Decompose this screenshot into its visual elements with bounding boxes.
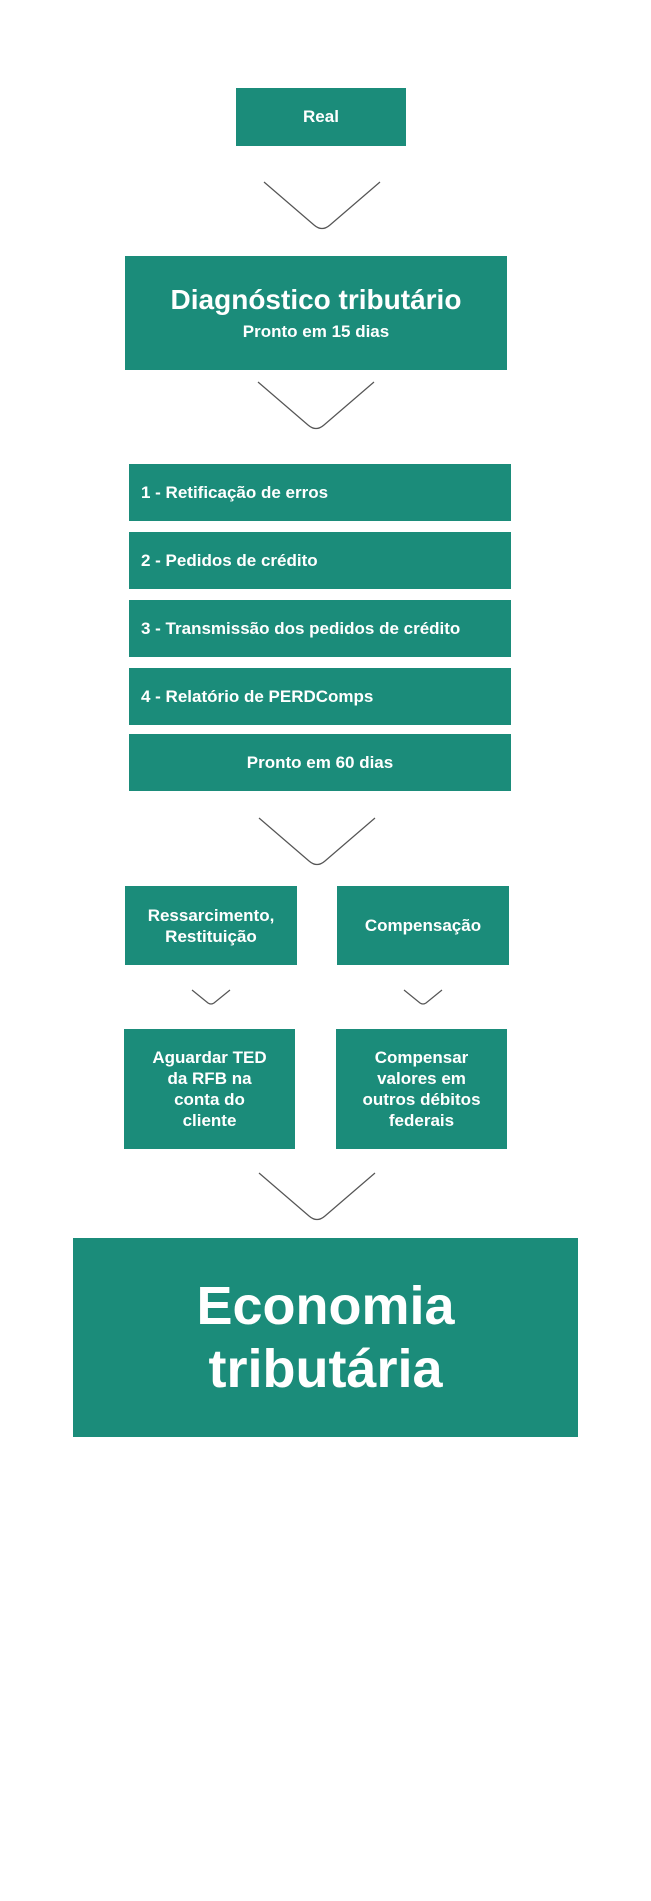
arrow-down-small-icon [192,990,230,1006]
arrow-down-icon [258,382,374,430]
step-box [129,532,511,589]
step-box [129,600,511,657]
final-box [73,1238,578,1437]
step-box [129,668,511,725]
diagnostic-title: Diagnóstico tributário [170,284,462,315]
diagnostic-box [125,256,507,370]
diagnostic-subtitle: Pronto em 15 dias [242,322,390,341]
result-line: Compensar [374,1048,469,1067]
result-line: cliente [182,1111,237,1130]
step-label: 2 - Pedidos de crédito [141,550,318,570]
final-title-line1: Economia [196,1275,455,1336]
result-line: outros débitos [362,1090,481,1109]
step-label: 4 - Relatório de PERDComps [141,686,374,706]
branch-label-line1: Compensação [364,916,482,935]
step-box [129,464,511,521]
arrow-down-icon [259,818,375,866]
step-label: 3 - Transmissão dos pedidos de crédito [141,618,461,638]
steps-deadline-label: Pronto em 60 dias [246,752,394,772]
arrow-down-small-icon [404,990,442,1006]
arrow-down-icon [259,1173,375,1221]
start-box [236,88,406,146]
branch-label-line2: Restituição [165,926,257,946]
result-line: valores em [377,1069,466,1088]
result-box-compensar [336,1029,507,1149]
steps-deadline-box [129,734,511,791]
result-line: federais [388,1111,455,1130]
arrow-down-icon [264,182,380,230]
result-line: conta do [174,1090,245,1109]
step-label: 1 - Retificação de erros [141,482,329,502]
branch-label-line1: Ressarcimento, [147,905,275,925]
result-box-ted [124,1029,295,1149]
result-line: da RFB na [167,1069,252,1088]
branch-box-compensacao [337,886,509,965]
start-label: Real [303,107,339,126]
final-title-line2: tributária [208,1338,443,1399]
branch-box-ressarcimento [125,886,297,965]
result-line: Aguardar TED [152,1048,267,1067]
